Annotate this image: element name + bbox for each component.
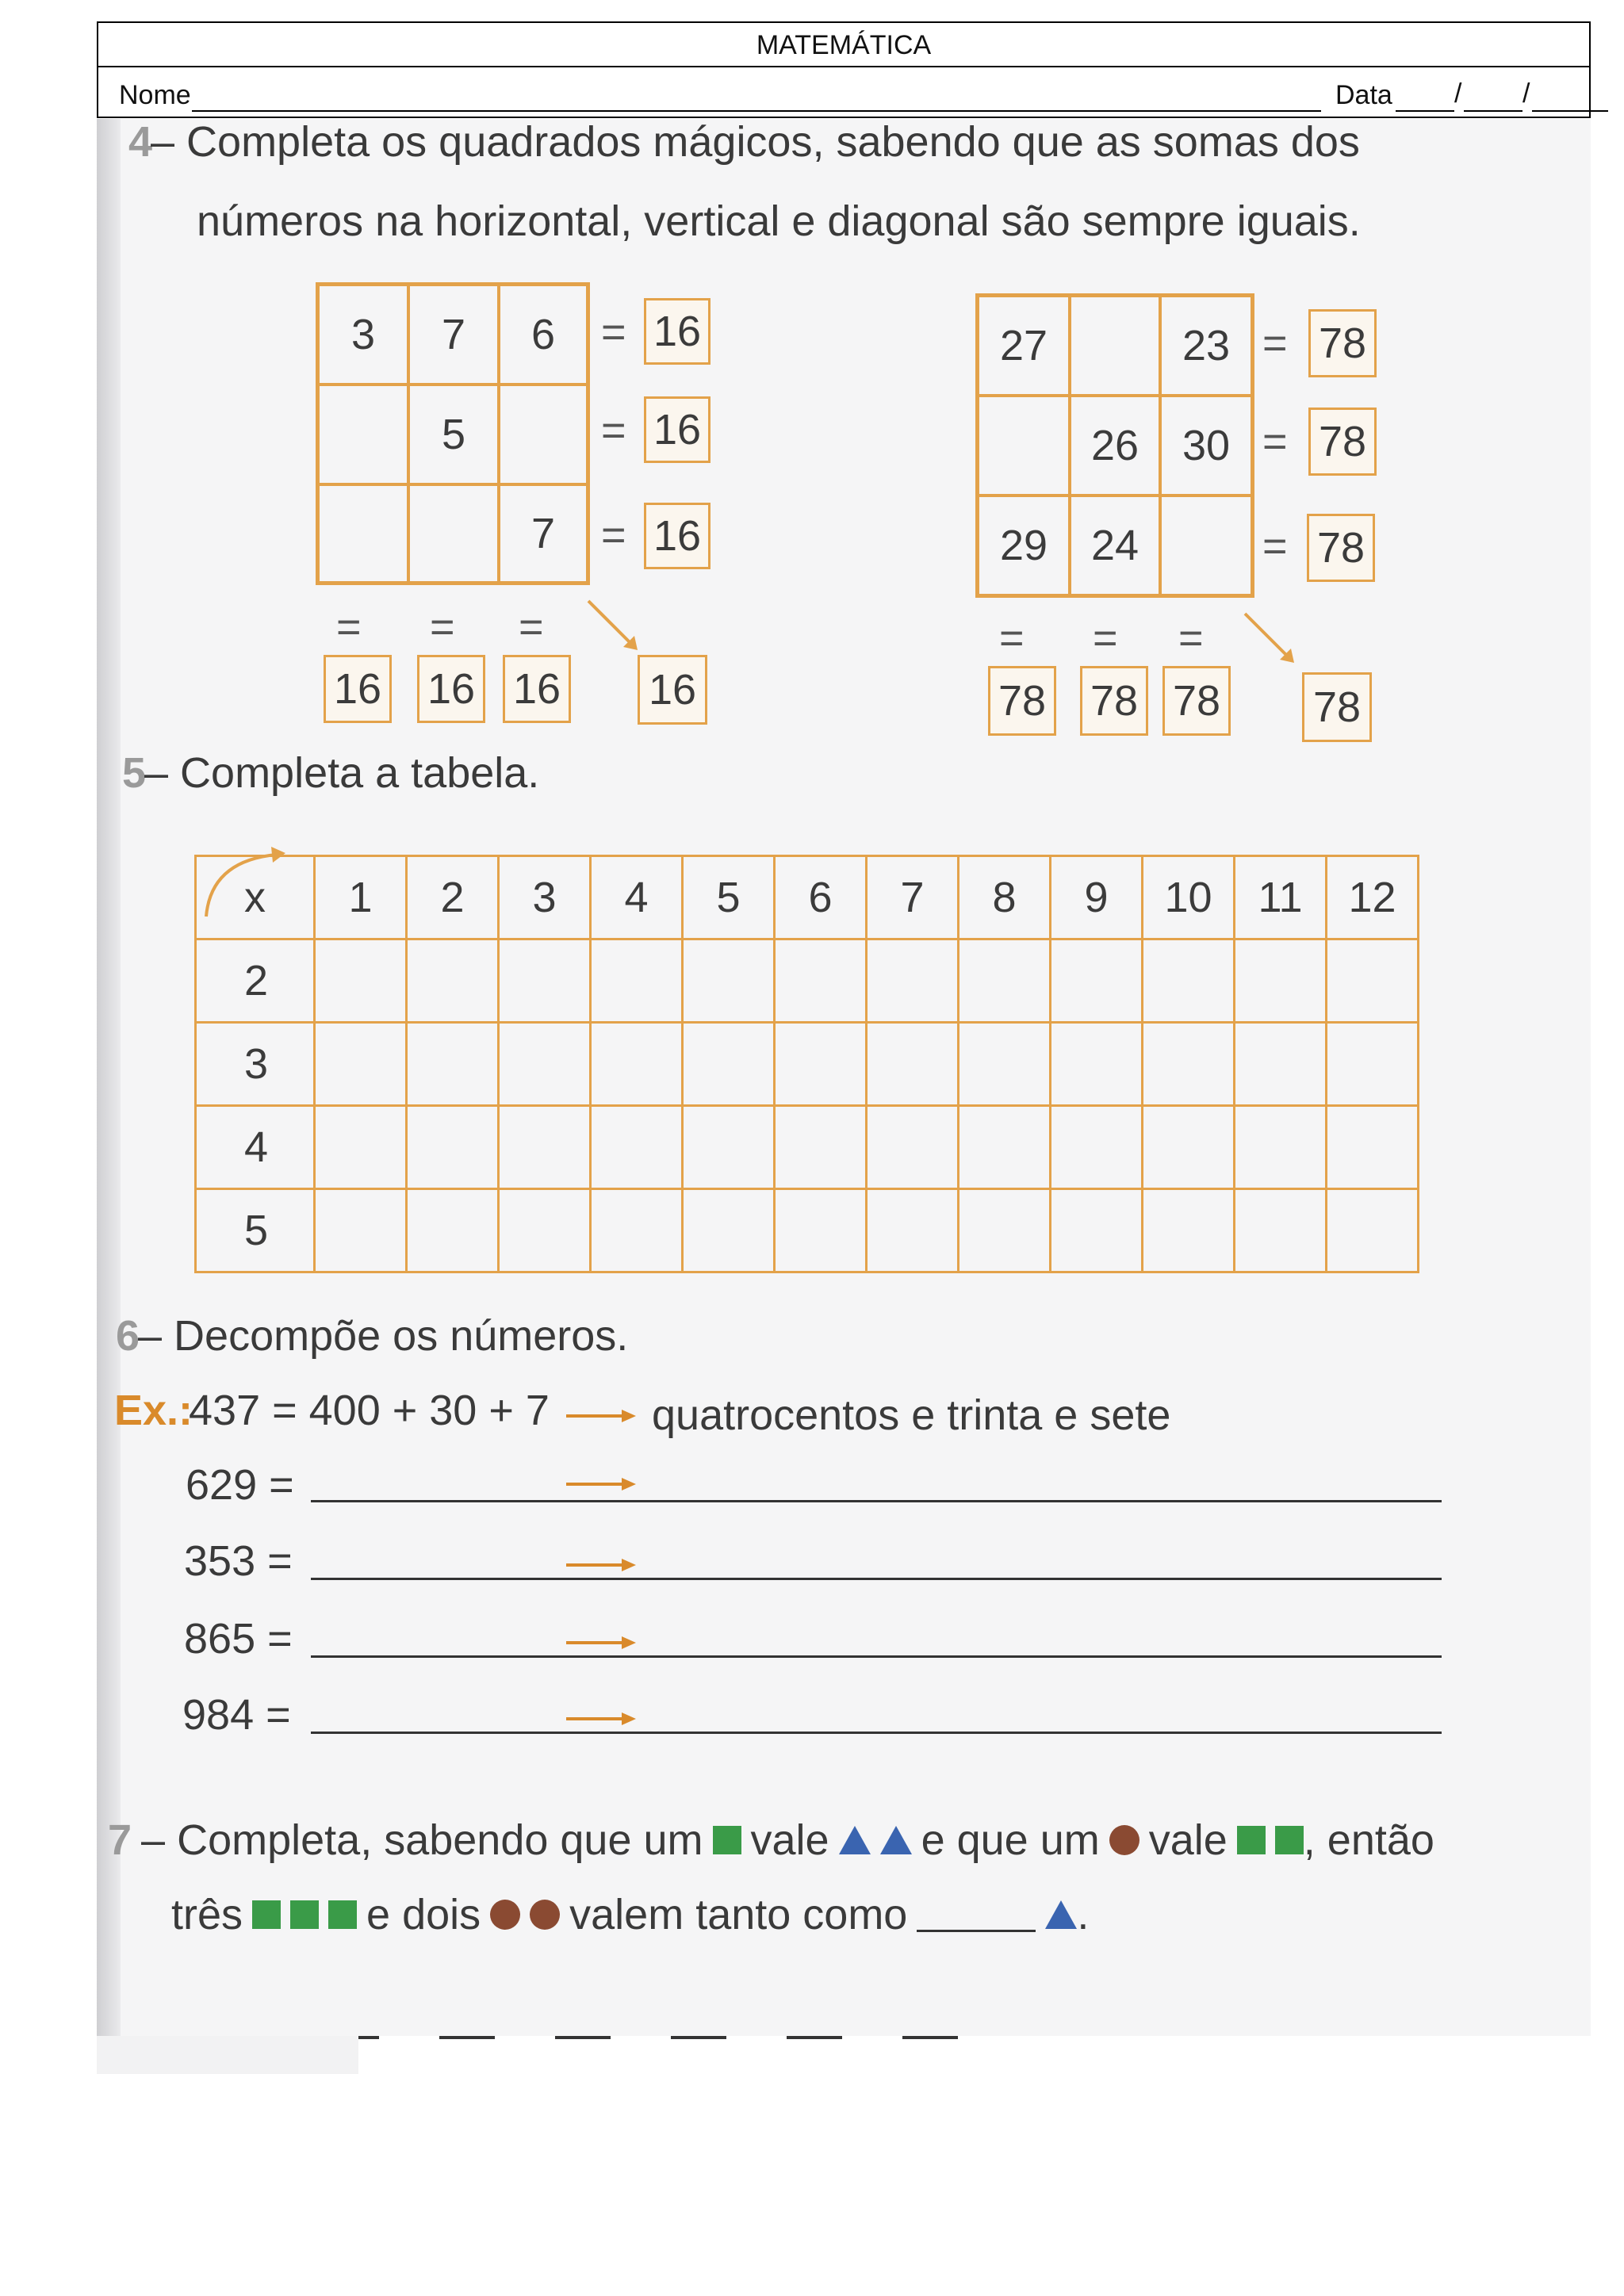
equals-sign: =	[336, 603, 362, 651]
table-cell-empty[interactable]	[1051, 939, 1143, 1023]
table-cell-empty[interactable]	[959, 1023, 1051, 1106]
right-arrow-icon	[565, 1709, 638, 1728]
table-cell-empty[interactable]	[959, 1106, 1051, 1189]
green-square-icon	[328, 1900, 357, 1929]
diagonal-arrow-icon	[582, 595, 645, 658]
table-corner: x	[196, 856, 315, 939]
answer-line[interactable]	[311, 1500, 1442, 1502]
ms2-col-sum: 78	[1080, 666, 1148, 736]
ms2-cell-empty[interactable]	[978, 396, 1070, 496]
table-cell-empty[interactable]	[315, 1189, 407, 1272]
equals-sign: =	[1093, 614, 1118, 662]
ms1-col-sum: 16	[503, 655, 571, 723]
table-cell-empty[interactable]	[867, 1023, 959, 1106]
table-cell-empty[interactable]	[683, 939, 775, 1023]
ms2-row-sum: 78	[1308, 309, 1377, 377]
ms2-diag-sum: 78	[1302, 672, 1372, 742]
table-cell-empty[interactable]	[867, 1189, 959, 1272]
table-col-header: 4	[591, 856, 683, 939]
ex7-text-c: e que um	[921, 1816, 1100, 1864]
table-col-header: 8	[959, 856, 1051, 939]
table-cell-empty[interactable]	[775, 1023, 867, 1106]
equals-sign: =	[430, 603, 455, 651]
table-cell-empty[interactable]	[499, 1106, 591, 1189]
equals-sign: =	[601, 308, 626, 356]
brown-circle-icon	[1109, 1825, 1139, 1855]
ms2-cell: 24	[1070, 496, 1160, 595]
table-row	[196, 1106, 1419, 1189]
ms1-cell-empty[interactable]	[408, 484, 499, 583]
ms1-cell: 7	[499, 484, 588, 583]
green-square-icon	[290, 1900, 319, 1929]
decompose-item: 353 =	[184, 1537, 293, 1585]
table-cell-empty[interactable]	[591, 1189, 683, 1272]
equals-sign: =	[1262, 320, 1288, 367]
table-cell-empty[interactable]	[959, 939, 1051, 1023]
ms2-col-sum: 78	[1162, 666, 1231, 736]
ex7-text-a: – Completa, sabendo que um	[141, 1816, 703, 1864]
ex4-instruction-line2: números na horizontal, vertical e diagonal são sempre iguais.	[197, 197, 1361, 245]
date-label: Data	[1335, 80, 1392, 110]
ex7-text-f: três	[171, 1891, 243, 1938]
table-cell-empty[interactable]	[1051, 1023, 1143, 1106]
table-cell-empty[interactable]	[315, 1023, 407, 1106]
table-row	[196, 939, 1419, 1023]
decompose-item: 865 =	[184, 1615, 293, 1663]
equals-sign: =	[601, 407, 626, 454]
table-col-header: 5	[683, 856, 775, 939]
brown-circle-icon	[490, 1900, 520, 1930]
blue-triangle-icon	[839, 1826, 871, 1854]
table-col-header: 9	[1051, 856, 1143, 939]
ex7-number: 7	[108, 1816, 132, 1864]
table-row-header: 4	[196, 1106, 315, 1189]
ms1-row-sum: 16	[644, 298, 710, 365]
date-separator-2: /	[1522, 78, 1530, 109]
ms1-cell-empty[interactable]	[318, 484, 408, 583]
equals-sign: =	[1178, 614, 1204, 662]
worksheet-header	[97, 21, 1591, 118]
magic-square-1	[316, 282, 590, 585]
green-square-icon	[1237, 1826, 1266, 1854]
ms1-cell-empty[interactable]	[499, 385, 588, 484]
table-cell-empty[interactable]	[591, 939, 683, 1023]
green-square-icon	[1275, 1826, 1304, 1854]
date-month-field[interactable]	[1464, 110, 1522, 112]
ms1-col-sum: 16	[417, 655, 485, 723]
table-col-header: 3	[499, 856, 591, 939]
table-col-header: 2	[407, 856, 499, 939]
equals-sign: =	[1262, 418, 1288, 465]
green-square-icon	[252, 1900, 281, 1929]
ms2-cell: 29	[978, 496, 1070, 595]
table-col-header: 7	[867, 856, 959, 939]
date-day-field[interactable]	[1396, 110, 1454, 112]
table-cell-empty[interactable]	[1143, 1189, 1235, 1272]
ms2-row-sum: 78	[1308, 408, 1377, 476]
decompose-item: 629 =	[186, 1461, 294, 1509]
ms2-cell: 27	[978, 296, 1070, 396]
magic-square-2	[975, 293, 1254, 598]
answer-line[interactable]	[311, 1655, 1442, 1658]
ms1-cell: 7	[408, 285, 499, 385]
table-cell-empty[interactable]	[407, 1106, 499, 1189]
answer-blank[interactable]	[917, 1898, 1036, 1932]
blue-triangle-icon	[1045, 1900, 1077, 1929]
equals-sign: =	[999, 614, 1025, 662]
ms2-cell-empty[interactable]	[1160, 496, 1252, 595]
diagonal-arrow-icon	[1239, 607, 1302, 671]
right-arrow-icon	[565, 1406, 638, 1425]
ms2-cell: 23	[1160, 296, 1252, 396]
table-row-header: 5	[196, 1189, 315, 1272]
table-cell-empty[interactable]	[591, 1023, 683, 1106]
answer-line[interactable]	[311, 1578, 1442, 1580]
name-date-row	[98, 67, 1589, 118]
decompose-item: 984 =	[182, 1691, 291, 1739]
blue-triangle-icon	[880, 1826, 912, 1854]
table-cell-empty[interactable]	[315, 1106, 407, 1189]
table-cell-empty[interactable]	[1143, 939, 1235, 1023]
right-arrow-icon	[565, 1556, 638, 1575]
scan-bottom-strip	[97, 2036, 358, 2074]
table-cell-empty[interactable]	[1235, 939, 1327, 1023]
equals-sign: =	[1262, 522, 1288, 570]
right-arrow-icon	[565, 1475, 638, 1494]
example-label: Ex.:	[114, 1387, 193, 1434]
scan-edge-shadow	[97, 119, 121, 2036]
example-words: quatrocentos e trinta e sete	[652, 1391, 1171, 1439]
ms2-col-sum: 78	[988, 666, 1056, 736]
ex5-instruction: – Completa a tabela.	[144, 749, 540, 797]
table-cell-empty[interactable]	[775, 1189, 867, 1272]
table-cell-empty[interactable]	[1143, 1106, 1235, 1189]
subject-title: MATEMÁTICA	[98, 23, 1589, 67]
ms2-cell: 26	[1070, 396, 1160, 496]
ms1-col-sum: 16	[324, 655, 392, 723]
table-row-header: 2	[196, 939, 315, 1023]
answer-line[interactable]	[311, 1732, 1442, 1734]
table-cell-empty[interactable]	[775, 1106, 867, 1189]
table-cell-empty[interactable]	[591, 1106, 683, 1189]
ex4-number: 4	[128, 119, 153, 166]
brown-circle-icon	[530, 1900, 560, 1930]
ex7-text-b: vale	[750, 1816, 829, 1864]
ms1-cell: 3	[318, 285, 408, 385]
ex5-number: 5	[122, 749, 147, 797]
table-cell-empty[interactable]	[1051, 1189, 1143, 1272]
ms1-cell: 6	[499, 285, 588, 385]
example-expression: 437 = 400 + 30 + 7	[189, 1387, 550, 1434]
table-cell-empty[interactable]	[1327, 1189, 1419, 1272]
ms1-diag-sum: 16	[638, 655, 707, 725]
ex6-number: 6	[116, 1312, 140, 1360]
table-col-header: 1	[315, 856, 407, 939]
equals-sign: =	[519, 603, 544, 651]
table-cell-empty[interactable]	[959, 1189, 1051, 1272]
ex4-instruction-line1: – Completa os quadrados mágicos, sabendo que as somas dos	[151, 119, 1360, 166]
ms1-row-sum: 16	[644, 396, 710, 463]
table-cell-empty[interactable]	[1327, 939, 1419, 1023]
table-cell-empty[interactable]	[1235, 1106, 1327, 1189]
table-cell-empty[interactable]	[1143, 1023, 1235, 1106]
table-cell-empty[interactable]	[407, 1023, 499, 1106]
date-separator-1: /	[1454, 78, 1462, 109]
ms1-row-sum: 16	[644, 503, 710, 569]
table-header-row	[196, 856, 1419, 939]
green-square-icon	[713, 1826, 741, 1854]
ex6-instruction: – Decompõe os números.	[138, 1312, 629, 1360]
name-field[interactable]	[192, 110, 1321, 112]
table-col-header: 11	[1235, 856, 1327, 939]
table-cell-empty[interactable]	[683, 1189, 775, 1272]
ms1-cell-empty[interactable]	[318, 385, 408, 484]
date-year-field[interactable]	[1532, 110, 1608, 112]
ex7-line1	[108, 1816, 1434, 1865]
ms2-cell: 30	[1160, 396, 1252, 496]
ex7-text-i: .	[1077, 1891, 1090, 1938]
multiplication-table	[194, 855, 1419, 1273]
table-cell-empty[interactable]	[1051, 1106, 1143, 1189]
table-cell-empty[interactable]	[867, 939, 959, 1023]
table-cell-empty[interactable]	[1235, 1023, 1327, 1106]
right-arrow-icon	[565, 1633, 638, 1652]
ms2-cell-empty[interactable]	[1070, 296, 1160, 396]
table-cell-empty[interactable]	[407, 1189, 499, 1272]
table-row	[196, 1189, 1419, 1272]
table-cell-empty[interactable]	[407, 939, 499, 1023]
ex7-text-e: , então	[1303, 1816, 1434, 1864]
table-cell-empty[interactable]	[775, 939, 867, 1023]
table-cell-empty[interactable]	[499, 1189, 591, 1272]
table-cell-empty[interactable]	[499, 1023, 591, 1106]
table-cell-empty[interactable]	[1235, 1189, 1327, 1272]
ex7-line2	[171, 1890, 1089, 1939]
table-cell-empty[interactable]	[315, 939, 407, 1023]
table-row-header: 3	[196, 1023, 315, 1106]
ex7-text-h: valem tanto como	[569, 1891, 908, 1938]
table-cell-empty[interactable]	[683, 1106, 775, 1189]
table-cell-empty[interactable]	[683, 1023, 775, 1106]
table-col-header: 6	[775, 856, 867, 939]
name-label: Nome	[119, 80, 191, 110]
ex7-text-d: vale	[1148, 1816, 1228, 1864]
ex7-text-g: e dois	[366, 1891, 481, 1938]
table-col-header: 12	[1327, 856, 1419, 939]
table-cell-empty[interactable]	[1327, 1023, 1419, 1106]
table-cell-empty[interactable]	[867, 1106, 959, 1189]
table-col-header: 10	[1143, 856, 1235, 939]
ms2-row-sum: 78	[1307, 514, 1375, 582]
equals-sign: =	[601, 511, 626, 559]
table-cell-empty[interactable]	[1327, 1106, 1419, 1189]
table-row	[196, 1023, 1419, 1106]
table-cell-empty[interactable]	[499, 939, 591, 1023]
ms1-cell: 5	[408, 385, 499, 484]
